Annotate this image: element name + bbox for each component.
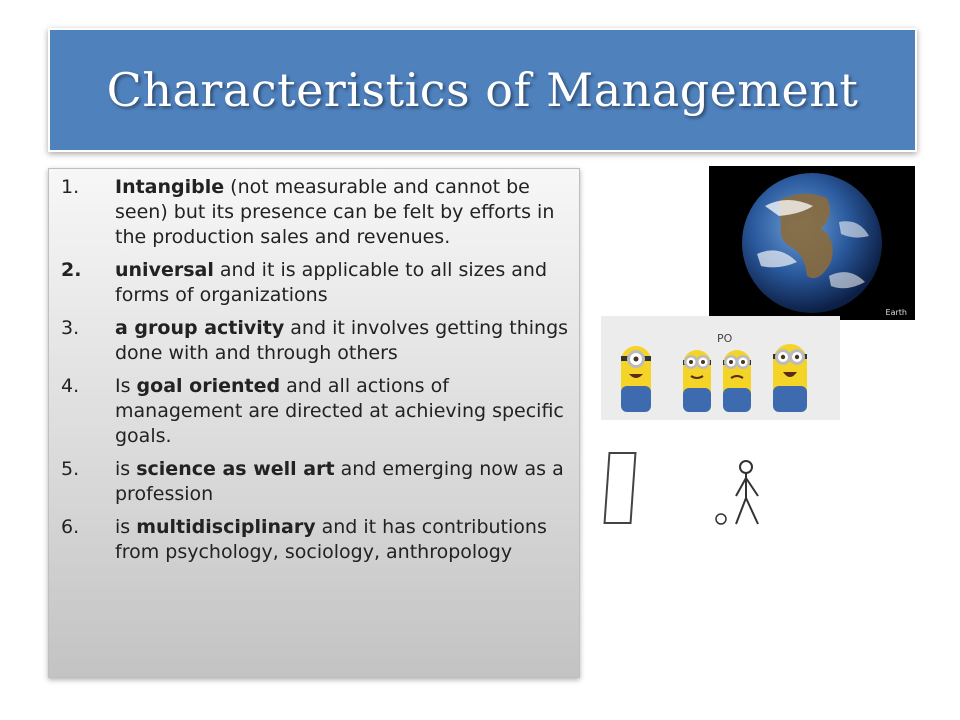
list-item xyxy=(61,175,571,250)
item-keyword: science as well art xyxy=(136,458,335,480)
earth-image xyxy=(709,166,915,320)
item-text: Is goal oriented and all actions of management are directed at achieving specific goals. xyxy=(115,375,564,447)
item-text: Intangible (not measurable and cannot be seen) but its presence can be felt by efforts in the production sales and revenues. xyxy=(115,176,555,248)
item-text: universal and it is applicable to all sizes and forms of organizations xyxy=(115,259,548,306)
item-number: 2. xyxy=(61,259,82,281)
list-item xyxy=(61,258,571,308)
list-item xyxy=(61,316,571,366)
list-item xyxy=(61,457,571,507)
list-item xyxy=(61,374,571,449)
item-keyword: a group activity xyxy=(115,317,285,339)
list-item xyxy=(61,515,571,565)
placeholder-glyph-icon xyxy=(603,452,636,524)
item-text: is science as well art and emerging now as a profession xyxy=(115,458,564,505)
item-number: 1. xyxy=(61,176,80,198)
item-number: 3. xyxy=(61,317,80,339)
item-keyword: Intangible xyxy=(115,176,225,198)
item-text: is multidisciplinary and it has contributions from psychology, sociology, anthropology xyxy=(115,516,547,563)
minion-label: PO xyxy=(717,332,733,345)
content-box xyxy=(48,168,580,678)
slide-title: Characteristics of Management xyxy=(106,63,859,117)
item-number: 5. xyxy=(61,458,80,480)
title-banner xyxy=(48,28,917,152)
earth-label: Earth xyxy=(885,308,907,317)
item-number: 4. xyxy=(61,375,80,397)
minions-image xyxy=(601,316,840,420)
item-keyword: goal oriented xyxy=(136,375,281,397)
item-keyword: multidisciplinary xyxy=(136,516,316,538)
stick-figure-icon xyxy=(708,458,778,530)
characteristics-list xyxy=(49,169,579,565)
item-keyword: universal xyxy=(115,259,214,281)
item-text: a group activity and it involves getting things done with and through others xyxy=(115,317,569,364)
item-number: 6. xyxy=(61,516,80,538)
